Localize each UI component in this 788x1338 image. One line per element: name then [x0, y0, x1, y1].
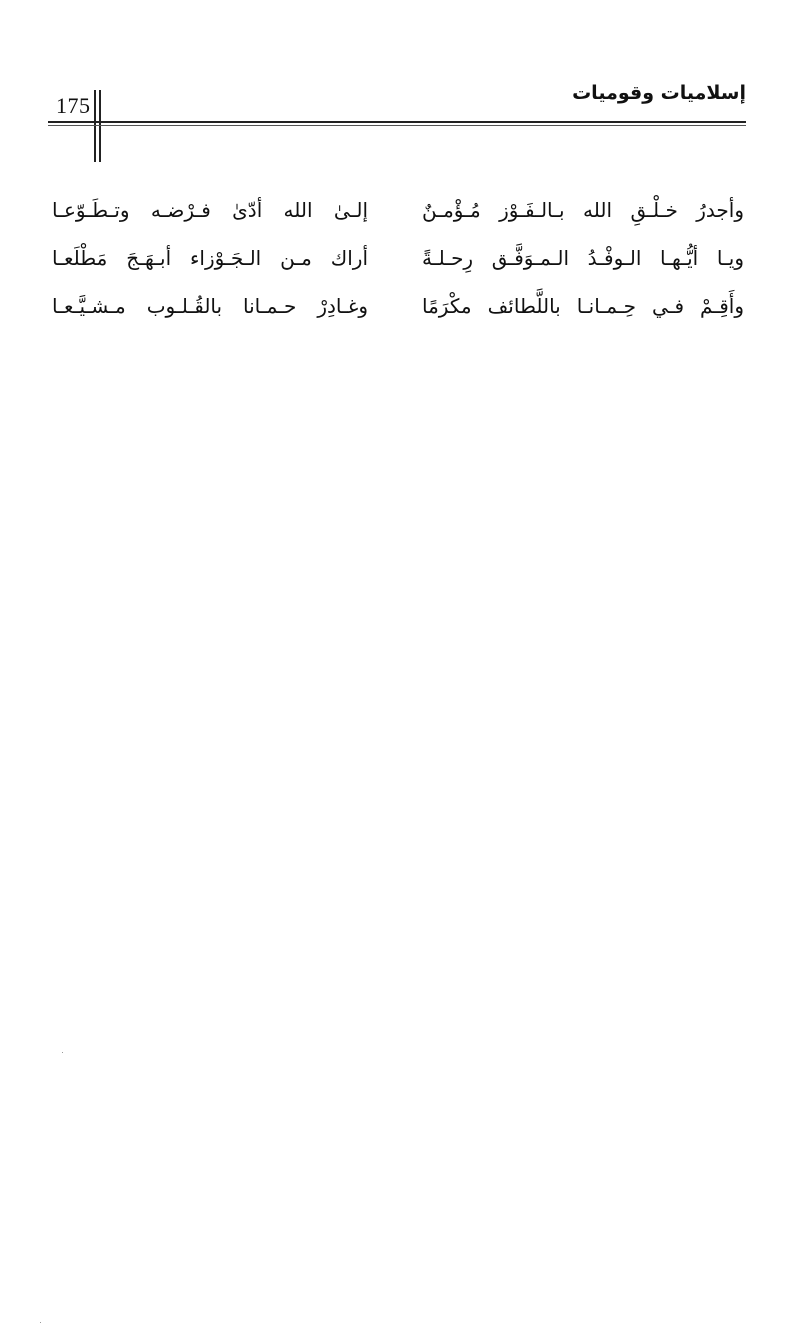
- scan-speck: [40, 1322, 41, 1323]
- verse-3: [52, 286, 744, 334]
- header-vertical-rule-right: [99, 90, 101, 162]
- verse-1: [52, 190, 744, 238]
- verse-1-second-hemistich: إلـىٰ الله أدّىٰ فـرْضـه وتـطَـوّعـا: [52, 198, 368, 222]
- header-vertical-rule-left: [94, 90, 96, 162]
- verse-1-first-hemistich: وأجدرُ خـلْـقِ الله بـالـفَـوْز مُـؤْمـنٌ: [422, 198, 744, 222]
- verse-2-first-hemistich: ويـا أيُّـهـا الـوفْـدُ الـمـوَفَّـق رِحـلـةً: [422, 246, 744, 270]
- poem: [52, 190, 744, 334]
- scan-speck: [62, 1052, 63, 1053]
- page-number: 175: [56, 93, 91, 118]
- verse-2-second-hemistich: أراك مـن الـجَـوْزاء أبـهَـجَ مَطْلَعـا: [52, 246, 368, 270]
- verse-2: [52, 238, 744, 286]
- header-rule-thin: [48, 125, 746, 126]
- header-rule-thick: [48, 121, 746, 123]
- running-title: إسلاميات وقوميات: [572, 82, 746, 104]
- verse-3-second-hemistich: وغـادِرْ حـمـانا بالقُـلـوب مـشـيَّـعـا: [52, 294, 368, 318]
- verse-3-first-hemistich: وأَقِـمْ فـي حِـمـانـا باللَّطائف مكْرَمًا: [422, 294, 744, 318]
